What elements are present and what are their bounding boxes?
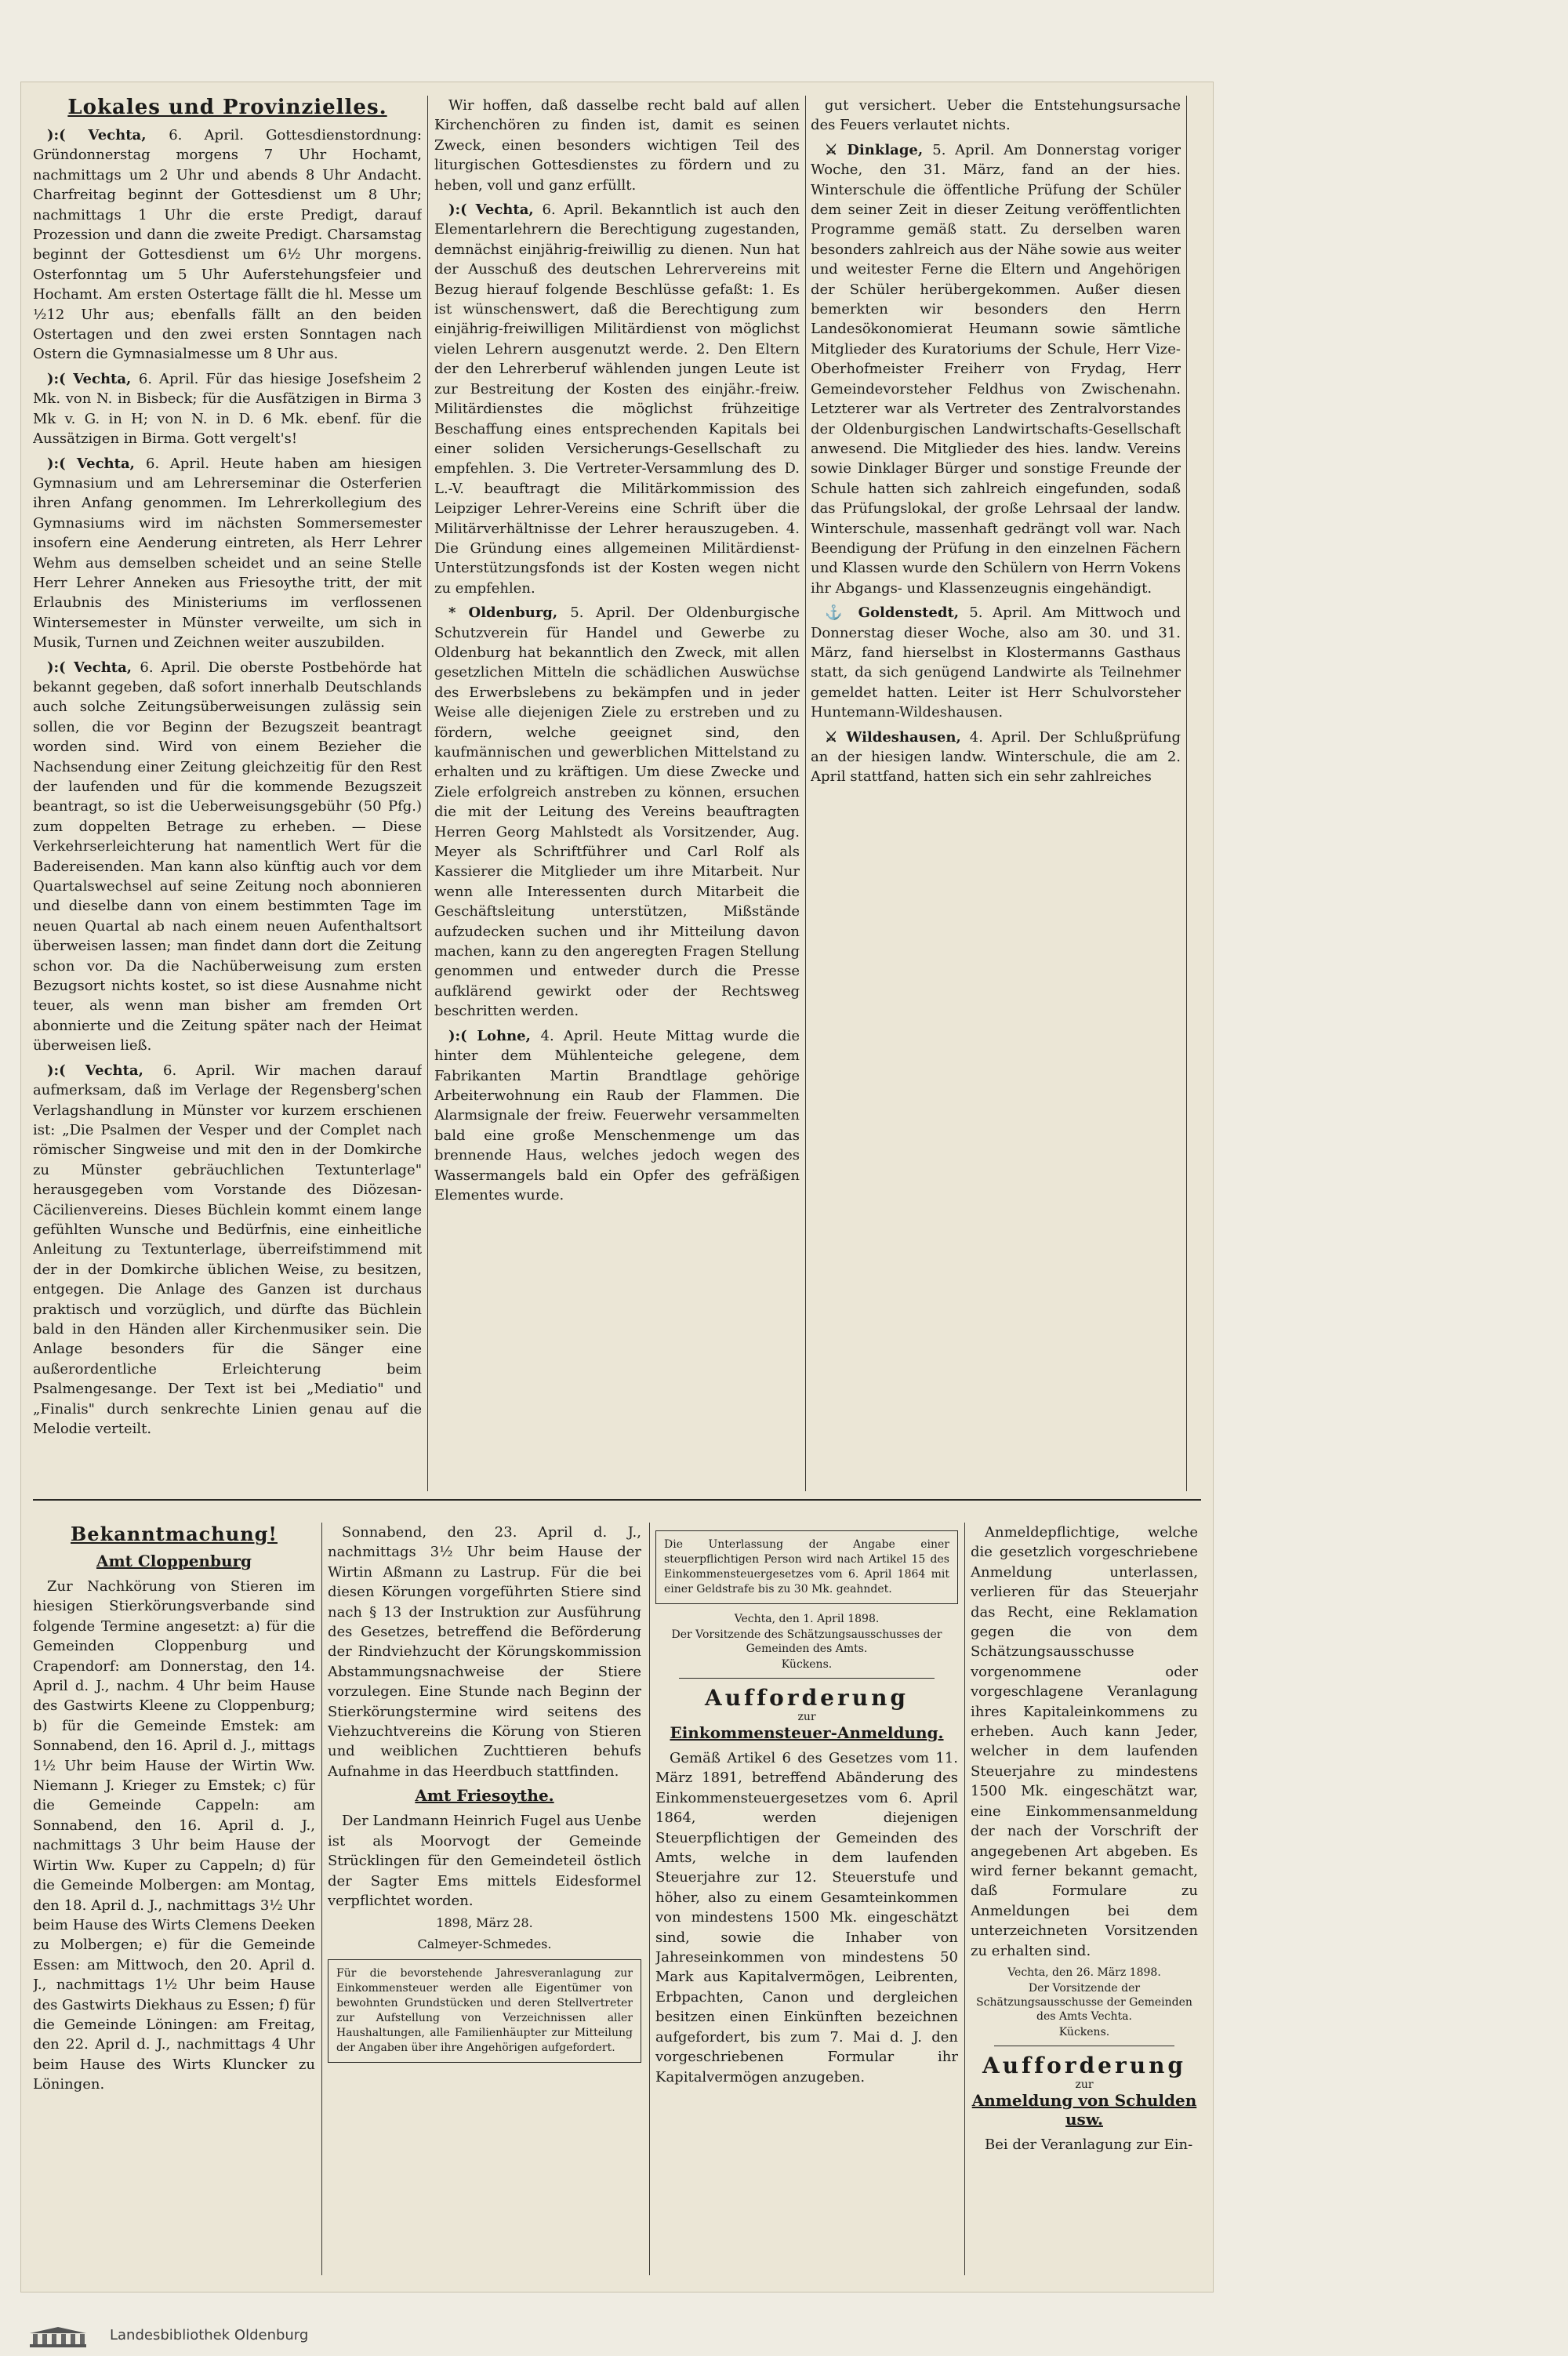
article-dateline: ⚔ Wildeshausen, xyxy=(825,728,970,746)
column-divider xyxy=(427,96,428,1491)
article xyxy=(811,96,1181,136)
notice-box: Für die bevorstehende Jahresveranlagung zur Einkommensteuer werden alle Eigentümer von bewohnten Grundstücken und deren Stellvertreter zur Aufstellung von Verzeichnissen aller Haushaltungen, alle Familienhäupter zur Mitteilung der Angaben über ihre Angehörigen aufgefordert. xyxy=(328,1959,641,2063)
column-1 xyxy=(33,96,422,1491)
article-dateline: ):( Vechta, xyxy=(47,455,147,472)
article-text: 4. April. Der Schlußprüfung an der hiesigen landw. Winterschule, die am 2. April stattfand, hatten sich ein sehr zahlreiches xyxy=(811,728,1181,786)
article-dateline: ):( Lohne, xyxy=(448,1027,541,1044)
article-dateline: ):( Vechta, xyxy=(448,201,543,219)
article-text: gut versichert. Ueber die Entstehungsursache des Feuers verlautet nichts. xyxy=(811,97,1181,134)
article-dateline: ⚔ Dinklage, xyxy=(825,141,933,158)
article-text: 4. April. Heute Mittag wurde die hinter dem Mühlenteiche gelegene, dem Fabrikanten Martin Brandtlage gehörige Arbeiterwohnung ein Raub der Flammen. Die Alarmsignale der freiw. Feuerwehr versammelten bald eine große Menschenmenge um das brennende Haus, welches jedoch wegen des Wassermangels bald ein Opfer des gefräßigen Elementes wurde. xyxy=(434,1027,800,1203)
notice-title: Bekanntmachung! xyxy=(71,1523,278,1545)
article-text: 5. April. Am Donnerstag voriger Woche, den 31. März, fand an der hies. Winterschule die öffentliche Prüfung der Schüler dem seiner Zeit in dieser Zeitung veröffentlichten Programme gemäß statt. Zu derselben waren besonders zahlreich aus der Nähe sowie aus weiter und weitester Ferne die Eltern und Angehörigen der Schüler herübergekommen. Außer diesen bemerkten wir besonders den Herrn Landesökonomierat Heumann sowie sämtliche Mitglieder des Kuratoriums der Schule, Herr Vize-Oberhofmeister Freiherr von Frydag, Herr Gemeindevorsteher Feldhus von Zwischenahn. Letzterer war als Vertreter des Zentralvorstandes der Oldenburgischen Landwirtschafts-Gesellschaft anwesend. Die Mitglieder des hies. landw. Vereins sowie Dinklager Bürger und sonstige Freunde der Schule hatten sich zahlreich eingefunden, sodaß das Prüfungslokal, der große Lehrsaal der landw. Winterschule, massenhaft gedrängt voll war. Nach Beendigung der Prüfung in den einzelnen Fächern und Klassen wurde den Schülern von Herrn Vokens ihr Abgangs- und Klassenzeugnis eingehändigt. xyxy=(811,141,1181,597)
article xyxy=(33,454,422,653)
article-text: 6. April. Wir machen darauf aufmerksam, daß im Verlage der Regensberg'schen Verlagshandlung in Münster vor kurzem erschienen ist: „Die Psalmen der Vesper und der Complet nach römischer Singweise und mit den in der Domkirche zu Münster gebräuchlichen Textunterlage" herausgegeben vom Vorstande des Diözesan-Cäcilienvereins. Dieses Büchlein kommt einem lange gefühlten Wunsche und Bedürfnis, eine einheitliche Anleitung zu Textunterlage, überreifstimmend mit der in der Domkirche üblichen Weise, zu besitzen, entgegen. Die Anlage des Ganzen ist durchaus praktisch und vorzüglich, und dürfte das Büchlein bald in den Händen aller Kirchenmusiker sein. Die Anlage besonders für die Sänger eine außerordentliche Erleichterung beim Psalmengesange. Der Text ist bei „Mediatio" und „Finalis" durch senkrechte Linien genau auf die Melodie verteilt. xyxy=(33,1062,422,1437)
article-text: 6. April. Für das hiesige Josefsheim 2 Mk. von N. in Bisbeck; für die Ausfätzigen in Birma 3 Mk v. G. in H; von N. in D. 6 Mk. ebenf. für die Aussätzigen in Birma. Gott vergelt's! xyxy=(33,370,422,448)
article-text: 6. April. Gottesdienstordnung: Gründonnerstag morgens 7 Uhr Hochamt, nachmittags um 2 Uhr und abends 8 Uhr Andacht. Charfreitag beginnt der Gottesdienst um 8 Uhr; nachmittags 1 Uhr die erste Predigt, darauf Prozession und dann die zweite Predigt. Charsamstag beginnt der Gottesdienst um 6½ Uhr morgens. Osterfonntag um 5 Uhr Auferstehungsfeier und Hochamt. Am ersten Ostertage fällt die hl. Messe um ½12 Uhr aus; ebenfalls fällt an den beiden Ostertagen und den zwei ersten Sonntagen nach Ostern die Gymnasialmesse um 8 Uhr aus. xyxy=(33,127,422,363)
article-text: 6. April. Die oberste Postbehörde hat bekannt gegeben, daß sofort innerhalb Deutschlands auch solche Zeitungsüberweisungen zulässig sein sollen, die vor Beginn der Bezugszeit beantragt worden sind. Wird von einem Bezieher die Nachsendung einer Zeitung gleichzeitig für den Rest der laufenden und für die kommende Bezugszeit beantragt, so ist die Ueberweisungsgebühr (50 Pfg.) zum doppelten Betrage zu erheben. — Diese Verkehrserleichterung hat namentlich Wert für die Badereisenden. Man kann also künftig auch vor dem Quartalswechsel auf seine Zeitung noch abonnieren und dieselbe dann von einem bestimmten Tage im neuen Quartal ab nach einem neuen Aufenthaltsort überweisen lassen; man findet dann dort die Zeitung schon vor. Da die Nachüberweisung zum ersten Bezugsort nichts kostet, so ist diese Ausnahme nicht teuer, als wenn man bisher am fremden Ort abonnierte und die Zeitung später nach der Heimat überweisen ließ. xyxy=(33,659,422,1055)
notice-column-2 xyxy=(328,1523,641,2275)
article-dateline: ⚓ Goldenstedt, xyxy=(825,604,970,622)
notice-text: Der Landmann Heinrich Fugel aus Uenbe ist als Moorvogt der Gemeinde Strücklingen für den Gemeindeteil östlich der Sagter Ems mittels Eidesformel verpflichtet worden. xyxy=(328,1813,641,1909)
article xyxy=(811,728,1181,787)
article-text: 6. April. Heute haben am hiesigen Gymnasium und am Lehrerseminar die Osterferien ihren Anfang genommen. Im Lehrerkollegium des Gymnasiums wird im nächsten Sommersemester insofern eine Aenderung eintreten, als Herr Lehrer Wehm aus demselben scheidet und an seine Stelle Herr Lehrer Anneken aus Friesoythe tritt, der mit Erlaubnis des Ministeriums im verflossenen Wintersemester in Münster verweilte, um sich in Musik, Turnen und Zeichnen weiter auszubilden. xyxy=(33,455,422,652)
article-dateline: ):( Vechta, xyxy=(47,370,139,387)
column-divider xyxy=(964,1523,965,2275)
article xyxy=(434,603,800,1022)
notice-column-3 xyxy=(655,1523,958,2275)
notice-place: Vechta, den 26. März 1898. xyxy=(1007,1966,1161,1979)
notice-title: Aufforderung xyxy=(982,2052,1187,2078)
notice-place: Amt Friesoythe. xyxy=(415,1786,554,1806)
article xyxy=(33,125,422,365)
notice-subject: Anmeldung von Schulden usw. xyxy=(971,2090,1197,2129)
column-2-articles xyxy=(434,96,800,1205)
notice-text: Sonnabend, den 23. April d. J., nachmittags 3½ Uhr beim Hause der Wirtin Aßmann zu Lastrup. Für die bei diesen Körungen vorgeführten Stiere sind nach § 13 der Instruktion zur Ausführung des Gesetzes, betreffend die Beförderung der Rindviehzucht der Körungskommission Abstammungsnachweise der Stiere vorzulegen. Eine Stunde nach Beginn der Stierkörungstermine wird seitens des Viehzuchtvereins die Körung von Stieren und weiblichen Zuchttieren behufs Aufnahme in das Heerdbuch stattfinden. xyxy=(328,1524,641,1780)
notice-place: Vechta, den 1. April 1898. xyxy=(734,1613,880,1625)
article xyxy=(434,1026,800,1206)
divider xyxy=(679,1678,935,1679)
article-text: 5. April. Am Mittwoch und Donnerstag dieser Woche, also am 30. und 31. März, fand hierselbst in Klostermanns Gasthaus statt, da sich genügend Landwirte als Teilnehmer gemeldet hatten. Leiter ist Herr Schulvorsteher Huntemann-Wildeshausen. xyxy=(811,604,1181,721)
article xyxy=(33,658,422,1056)
notice-board: Der Vorsitzende der Schätzungsausschusse der Gemeinden des Amts Vechta. xyxy=(976,1981,1192,2023)
notice-title: Aufforderung xyxy=(704,1685,909,1711)
notice-zur: zur xyxy=(1075,2078,1094,2091)
footer-bar xyxy=(0,2321,1568,2356)
footer-library-name: Landesbibliothek Oldenburg xyxy=(110,2327,309,2343)
notice-text: Anmeldepflichtige, welche die gesetzlich vorgeschriebene Anmeldung unterlassen, verlieren für das Steuerjahr das Recht, eine Reklamation gegen die von dem Schätzungsausschusse vorgenommene oder vorgeschlagene Veranlagung ihres Kapitaleinkommens zu erheben. Auch kann Jeder, welcher in dem laufenden Steuerjahre zu mindestens 1500 Mk. eingeschätzt war, eine Einkommensanmeldung der nach der Vorschrift der angegebenen Art abgeben. Es wird ferner bekannt gemacht, daß Formulare zu Anmeldungen bei dem unterzeichneten Vorsitzenden zu erhalten sind. xyxy=(971,1524,1198,1959)
column-3-articles xyxy=(811,96,1181,787)
upper-section xyxy=(33,96,1201,1491)
article xyxy=(434,200,800,598)
article-dateline: ):( Vechta, xyxy=(47,659,140,676)
article xyxy=(811,140,1181,598)
notice-subtitle: Amt Cloppenburg xyxy=(96,1552,252,1570)
article-dateline: ):( Vechta, xyxy=(47,127,169,143)
article xyxy=(33,369,422,449)
notice-box: Die Unterlassung der Angabe einer steuerpflichtigen Person wird nach Artikel 15 des Einkommensteuergesetzes vom 6. April 1864 mit einer Geldstrafe bis zu 30 Mk. geahndet. xyxy=(655,1530,958,1604)
article xyxy=(434,96,800,195)
section-divider xyxy=(33,1499,1201,1501)
column-1-articles xyxy=(33,125,422,1439)
notice-column-4 xyxy=(971,1523,1198,2275)
article-dateline: * Oldenburg, xyxy=(448,604,571,622)
notice-subject: Einkommensteuer-Anmeldung. xyxy=(670,1723,944,1742)
column-divider xyxy=(805,96,806,1491)
article-text: 6. April. Bekanntlich ist auch den Elementarlehrern die Berechtigung zugestanden, demnächst einjährig-freiwillig zu dienen. Nun hat der Ausschuß des deutschen Lehrervereins mit Bezug hierauf folgende Beschlüsse gefaßt: 1. Es ist wünschenswert, daß die Berechtigung zum einjährig-freiwilligen Militärdienst von möglichst vielen Lehrern ausgenutzt werde. 2. Den Eltern der den Lehrerberuf wählenden jungen Leute ist zur Bestreitung der Kosten des einjähr.-freiw. Militärdienstes die möglichst frühzeitige Beschaffung eines entsprechenden Kapitals bei einer soliden Versicherungs-Gesellschaft zu empfehlen. 3. Die Vertreter-Versammlung des D. L.-V. beauftragt die Militärkommission des Leipziger Lehrer-Vereins eine Schrift über die Militärverhältnisse der Lehrer herauszugeben. 4. Die Gründung eines allgemeinen Militärdienst-Unterstützungsfonds ist der Kosten wegen nicht zu empfehlen. xyxy=(434,201,800,597)
article-text: 5. April. Der Oldenburgische Schutzverein für Handel und Gewerbe zu Oldenburg hat bekanntlich den Zweck, mit allen gesetzlichen Mitteln die schädlichen Auswüchse des Erwerbslebens zu bekämpfen und in jeder Weise alle diejenigen Ziele zu erstreben und zu fördern, welche geeignet sind, den kaufmännischen und gewerblichen Mittelstand zu erhalten und zu kräftigen. Um diese Zwecke und Ziele erfolgreich anstreben zu können, ersuchen die mit der Leitung des Vereins beauftragten Herren Georg Mahlstedt als Vorsitzender, Aug. Meyer als Schriftführer und Carl Rolf als Kassierer die Mitglieder um ihre Mitarbeit. Nur wenn alle Interessenten durch Mitarbeit die Geschäftsleitung unterstützen, Mißstände aufzudecken suchen und ihr Mitteilung davon machen, kann zu den angeregten Fragen Stellung genommen und entweder durch die Presse aufklärend gewirkt oder der Rechtsweg beschritten werden. xyxy=(434,604,800,1020)
article-text: Wir hoffen, daß dasselbe recht bald auf allen Kirchenchören zu finden ist, damit es seinen Zweck, einen besonders wichtigen Teil des liturgischen Gottesdienstes zu fördern und zu heben, voll und ganz erfüllt. xyxy=(434,97,800,194)
newspaper-page xyxy=(20,82,1214,2292)
column-3 xyxy=(811,96,1181,1491)
article xyxy=(811,603,1181,722)
library-building-icon xyxy=(27,2325,89,2349)
article-dateline: ):( Vechta, xyxy=(47,1062,163,1079)
notice-text: Zur Nachkörung von Stieren im hiesigen Stierkörungsverbande sind folgende Termine angesetzt: a) für die Gemeinden Cloppenburg und Crapendorf: am Donnerstag, den 14. April d. J., nachm. 4 Uhr beim Hause des Gastwirts Kleene zu Cloppenburg; b) für die Gemeinde Emstek: am Sonnabend, den 16. April d. J., mittags 1½ Uhr beim Hause der Wirtin Ww. Niemann J. Krieger zu Emstek; c) für die Gemeinde Cappeln: am Sonnabend, den 16. April d. J., nachmittags 3 Uhr beim Hause der Wirtin Ww. Kuper zu Cappeln; d) für die Gemeinde Molbergen: am Montag, den 18. April d. J., nachmittags 3½ Uhr beim Hause des Wirts Clemens Deeken zu Molbergen; e) für die Gemeinde Essen: am Mittwoch, den 20. April d. J., nachmittags 1½ Uhr beim Hause des Gastwirts Diekhaus zu Essen; f) für die Gemeinde Löningen: am Freitag, den 22. April d. J., nachmittags 4 Uhr beim Hause des Wirts Kluncker zu Löningen. xyxy=(33,1578,315,2093)
notice-date: 1898, März 28. xyxy=(436,1915,533,1931)
notice-zur: zur xyxy=(797,1711,816,1723)
column-divider xyxy=(1186,96,1187,1491)
article xyxy=(33,1061,422,1439)
section-heading-local-news: Lokales und Provinzielles. xyxy=(67,96,387,119)
column-2 xyxy=(434,96,800,1491)
notice-signer: Calmeyer-Schmedes. xyxy=(417,1937,552,1952)
lower-section xyxy=(33,1523,1201,2275)
notice-text: Bei der Veranlagung zur Ein- xyxy=(985,2136,1193,2153)
notice-signer: Kückens. xyxy=(781,1658,833,1671)
notice-board: Der Vorsitzende des Schätzungsausschusses der Gemeinden des Amts. xyxy=(671,1628,942,1655)
notice-signer: Kückens. xyxy=(1058,2025,1110,2038)
column-divider xyxy=(321,1523,322,2275)
column-divider xyxy=(649,1523,650,2275)
notice-column-1 xyxy=(33,1523,315,2275)
notice-text: Gemäß Artikel 6 des Gesetzes vom 11. März 1891, betreffend Abänderung des Einkommensteuergesetzes vom 6. April 1864, werden diejenigen Steuerpflichtigen der Gemeinden des Amts, welche in dem laufenden Steuerjahre zur 12. Steuerstufe und höher, also zu einem Gesamteinkommen von mindestens 1500 Mk. eingeschätzt sind, sowie die Inhaber von Jahreseinkommen von mindestens 50 Mark aus Kapitalvermögen, Leibrenten, Erbpachten, Canon und dergleichen besitzen einen Einkünften bezeichnen aufgefordert, bis zum 7. Mai d. J. den vorgeschriebenen Formular ihr Kapitalvermögen anzugeben. xyxy=(655,1750,958,2086)
